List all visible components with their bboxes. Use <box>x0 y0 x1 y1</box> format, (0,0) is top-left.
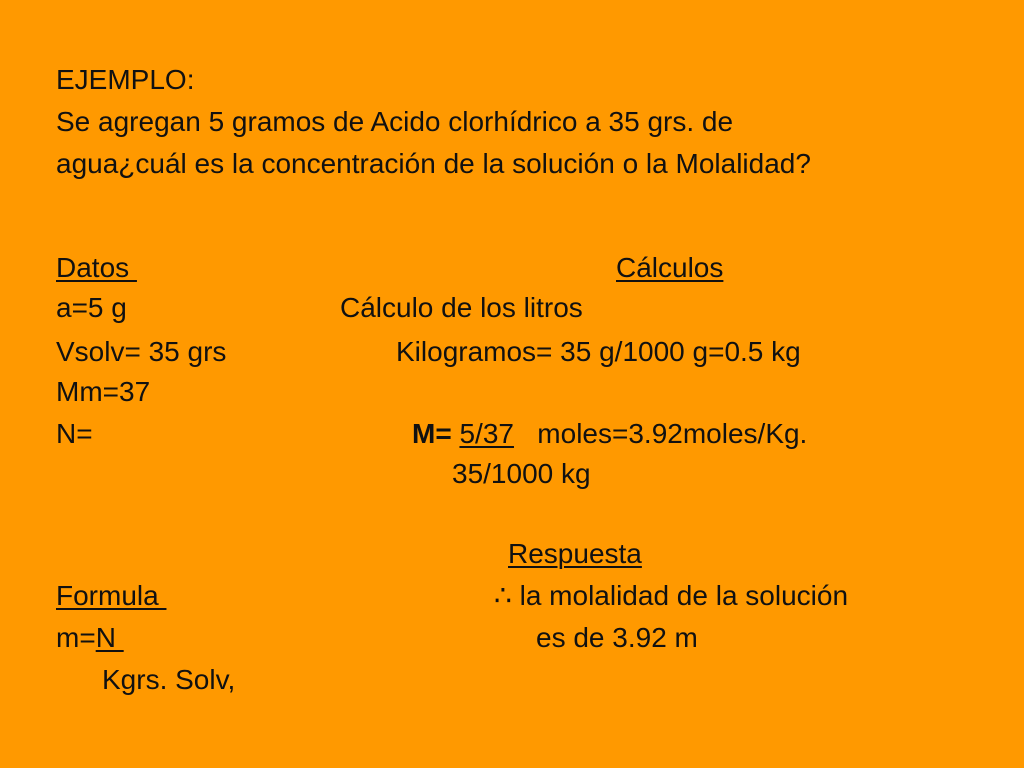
datos-heading: Datos <box>56 252 137 283</box>
formula-equation <box>56 620 124 656</box>
therefore-icon: ∴ <box>494 580 512 611</box>
respuesta-heading: Respuesta <box>508 538 642 569</box>
respuesta-line-1-text: la molalidad de la solución <box>511 580 849 611</box>
problem-line-1: Se agregan 5 gramos de Acido clorhídrico a 35 grs. de <box>56 106 734 137</box>
datos-line-n: N= <box>56 418 93 449</box>
molality-equation <box>412 416 807 452</box>
molality-denominator: 35/1000 kg <box>452 458 591 489</box>
datos-line-vsolv: Vsolv= 35 grs <box>56 336 227 367</box>
datos-line-mm: Mm=37 <box>56 376 151 407</box>
calculos-heading: Cálculos <box>616 252 724 283</box>
example-label: EJEMPLO: <box>56 64 195 95</box>
respuesta-line-2: es de 3.92 m <box>536 622 698 653</box>
formula-m-prefix: m= <box>56 622 96 653</box>
respuesta-line-1 <box>494 578 848 614</box>
problem-line-2: agua¿cuál es la concentración de la solución o la Molalidad? <box>56 148 811 179</box>
calculos-line-1: Cálculo de los litros <box>340 292 583 323</box>
datos-line-a: a=5 g <box>56 292 127 323</box>
molality-label: M= <box>412 418 452 449</box>
formula-numerator: N <box>95 622 124 653</box>
calculos-line-2: Kilogramos= 35 g/1000 g=0.5 kg <box>396 336 801 367</box>
molality-numerator: 5/37 <box>459 418 514 449</box>
formula-heading: Formula <box>56 580 167 611</box>
formula-denominator: Kgrs. Solv, <box>102 664 236 695</box>
molality-result: moles=3.92moles/Kg. <box>513 418 808 449</box>
